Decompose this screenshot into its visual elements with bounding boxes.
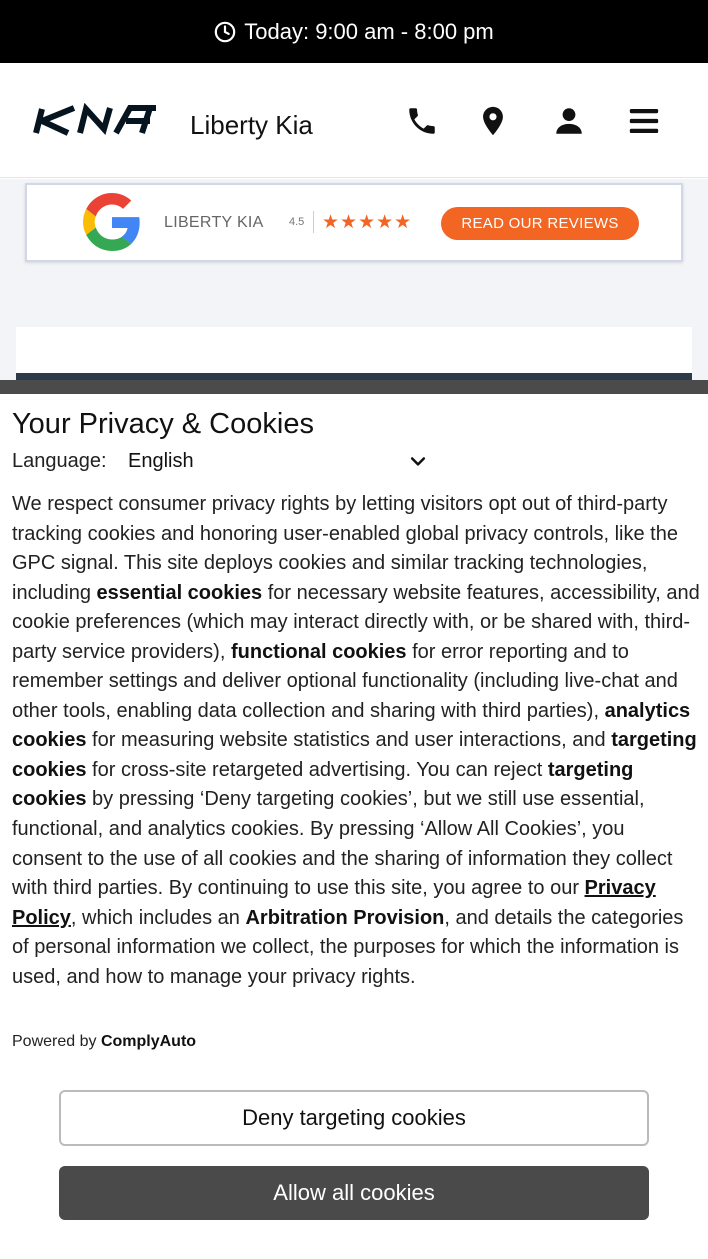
body-text: , which includes an: [70, 906, 246, 929]
kia-logo[interactable]: [30, 103, 160, 137]
body-text: by pressing ‘Deny targeting cookies’, but we still use essential, functional, and analytics cookies. By pressing ‘Allow All Cookies’, you consent to the use of all cookies and the sharing of information they collect with third parties. By continuing to use this site, you agree to our: [12, 788, 673, 900]
map-pin-icon[interactable]: [475, 103, 511, 139]
powered-by-label: Powered by: [12, 1033, 101, 1050]
analytics-cookies-term: analytics cookies: [12, 699, 691, 752]
body-text: for cross-site retargeted advertising. You can reject: [86, 758, 548, 781]
modal-overlay: [0, 380, 708, 394]
body-text: for error reporting and to remember settings and deliver optional functionality (including live-chat and other tools, enabling data collection and sharing with third parties),: [12, 640, 678, 722]
body-text: for necessary website features, accessibility, and cookie preferences (which may interact directly with, or be shared with, third-party service providers),: [12, 581, 700, 663]
google-logo-icon: [83, 193, 141, 251]
google-reviews-banner[interactable]: [25, 183, 683, 262]
star-rating-icon: ★★★★★: [322, 212, 413, 233]
body-text: for measuring website statistics and user interactions, and: [86, 729, 612, 752]
review-dealer-name: LIBERTY KIA: [164, 214, 264, 231]
review-score: 4.5: [289, 216, 305, 228]
store-hours-bar: [0, 0, 708, 63]
phone-icon[interactable]: [404, 103, 440, 139]
targeting-cookies-term: targeting cookies: [12, 758, 634, 811]
body-text: We respect consumer privacy rights by letting visitors opt out of third-party tracking cookies and honoring user-enabled global privacy controls, like the GPC signal. This site deploys cookies and similar tracking technologies, including: [12, 493, 678, 604]
menu-icon[interactable]: [626, 103, 662, 139]
clock-icon: [214, 21, 236, 43]
language-value: English: [128, 449, 194, 472]
user-icon[interactable]: [551, 103, 587, 139]
privacy-body-text: [12, 490, 700, 992]
language-label: Language:: [12, 450, 107, 472]
complyauto-brand[interactable]: ComplyAuto: [100, 1033, 197, 1050]
store-hours-text: Today: 9:00 am - 8:00 pm: [244, 18, 494, 44]
functional-cookies-term: functional cookies: [230, 640, 407, 663]
privacy-title: Your Privacy & Cookies: [12, 408, 314, 440]
chevron-down-icon: [408, 451, 428, 471]
site-header: [0, 63, 708, 178]
language-select[interactable]: [118, 446, 434, 476]
review-divider: [313, 211, 314, 233]
targeting-cookies-term: targeting cookies: [12, 729, 697, 781]
essential-cookies-term: essential cookies: [96, 581, 263, 604]
body-text: , and details the categories of personal information we collect, the purposes for which the information is used, and how to manage your privacy rights.: [12, 906, 684, 988]
allow-all-cookies-button[interactable]: Allow all cookies: [59, 1166, 649, 1220]
privacy-policy-link[interactable]: Privacy Policy: [12, 877, 656, 929]
arbitration-provision-term: Arbitration Provision: [245, 906, 445, 929]
privacy-cookie-panel: [0, 394, 708, 1259]
powered-by: [12, 1033, 196, 1051]
deny-targeting-cookies-button[interactable]: Deny targeting cookies: [59, 1090, 649, 1146]
dealer-name[interactable]: Liberty Kia: [190, 110, 313, 140]
read-reviews-button[interactable]: READ OUR REVIEWS: [441, 207, 639, 240]
